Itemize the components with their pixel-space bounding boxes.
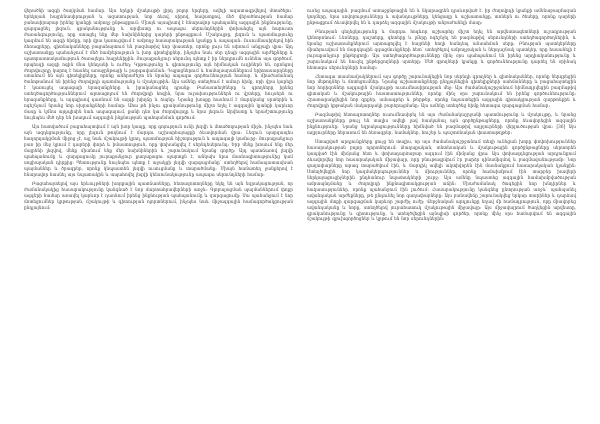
paragraph: Բացահայտելով այս երևույթների խորքային պատճառները, հետազոտողները եկել են այն եզրակացության, որ ժամանակակից հասարակությունը կանգնած է նոր մարտահրավերների առջև: Գլոբալացման պայմաններում փոքր ազգերի համար առավել կարևոր է դառնում իրենց ինքնության պահպանումը և զարգացումը: Սա պահանջում է նոր մոտեցումներ կրթության, մշակույթի և գիտության ոլորտներում, ինչպես նաև միջազգային համագործակցության ընդլայնում:: [24, 180, 293, 210]
paragraph: վերածնի ազգի ծաղկման համար. Այս երկրի մշակույթի լիրդ բոլոր երգերը, ավելի ազատագրվելով մտածելու՝ երեկոյան հայրենասիրության և ազատության, նոր ձևով, սիրով, հավատքով, մեծ վերածնության համար ջանասիրաբար իրենց կյանքի ամբողջ ընթացքում: Միայն այսպիսով է հնարավոր պահպանել ազգային ինքնությունը, զարգացնել լեզուն, գրականությունը և արվեստը ու ապագա սերունդներին փոխանցել այն հարուստ ժառանգությունը, որը ստացել ենք մեր նախնիներից դարերի ընթացքում: Մշակույթը, լեզուն և պատմությունը կազմում են ազգի հիմքը, որի վրա կառուցվում է ամբողջ հասարակության կյանքը և ապագան: Ուսումնասիրելով հին ձեռագրերը, գիտնականները բացահայտում են բազմաթիվ նոր փաստեր, որոնք լույս են սփռում անցյալի վրա: Այդ աշխատանքը պահանջում է մեծ համբերություն և խոր գիտելիքներ, ինչպես նաև սեր դեպի ազգային արժեքները և պատրաստակամություն ծառայելու հայրենիքին: Յուրաքանչյուր սերունդ պետք է իր ներդրումն ունենա այս գործում, որպեսզի ազգի ոգին մնա կենդանի և ուժեղ: Կրթությունը և գիտությունը այն հիմնական ուղիներն են, որոնցով ժողովուրդը կարող է հասնել առաջընթացի և բարգավաճման: Դպրոցներում և համալսարաններում երիտասարդները ստանում են այն գիտելիքները, որոնք անհրաժեշտ են նրանց ապագա գործունեության համար, և միաժամանակ ծանոթանում են իրենց ժողովրդի պատմությանը և մշակույթին: Այս ամենը ստեղծում է ամուր հիմք, որի վրա կարելի է կառուցել ապագայի երազանքները և իրականացնել դրանք: Բանաստեղծները և գրողները իրենց ստեղծագործություններում արտացոլում են ժողովրդի հոգին, նրա ուրախություններն ու վշտերը, հույսերն ու երազանքները, և այդպիսով դառնում են ազգի խիղճը և ձայնը: Նրանց խոսքը հասնում է մարդկանց սրտերին և ոգեշնչում նրանց նոր սխրանքների համար: Ահա թե ինչու գրականությունը միշտ եղել է ազգային կյանքի կարևոր մասը և կմնա այդպիսին նաև ապագայում, քանի դեռ կա ժողովուրդը և նրա լեզուն: Արվեստը և երաժշտությունը նույնպես մեծ դեր են խաղում ազգային ինքնության պահպանման գործում:: [24, 8, 293, 121]
paragraph: Այս հատվածում բացահայտվում է այն խոր կապը, որը գոյություն ունի լեզվի և մտածողության միջև, ինչպես նաև այն ազդեցությունը, որը լեզուն թողնում է մարդու աշխարհայացքի ձևավորման վրա: Լեզուն պարզապես հաղորդակցման միջոց չէ, այլ նաև մշակույթի կրող, պատմության հիշողություն և ապագայի կամուրջ: Յուրաքանչյուր բառ իր մեջ կրում է դարերի փորձ և իմաստություն, որը փոխանցվել է սերնդեսերունդ: Երբ մենք խոսում ենք մեր մայրենի լեզվով, մենք միանում ենք մեր նախնիներին և շարունակում նրանց գործը: Այդ պատճառով լեզվի պահպանումը և զարգացումը յուրաքանչյուր քաղաքացու պարտքն է, անկախ նրա մասնագիտությունից կամ սոցիալական դիրքից: Պետությունը նույնպես պետք է աջակցի լեզվի զարգացմանը՝ ստեղծելով համապատասխան պայմաններ և ծրագրեր, որոնք կնպաստեն լեզվի ուսուցմանը և տարածմանը: Միայն համատեղ ջանքերով է հնարավոր հասնել այս նպատակին և ապահովել լեզվի կենսունակությունը ապագա սերունդների համար:: [24, 124, 293, 177]
paragraph: ուսեց ապագային. բազմում ատաջընթացին են և նկարագրեն դրսևորված է. իր ժողովրդի կյանքի ամենաբազմազան կողմերը, նրա սովորությունները և ավանդույթները, կենցաղը և աշխատանքը, տոներն ու ծեսերը, որոնք դարերի ընթացքում ձևավորվել են և դարձել ազգային մշակույթի անբաժանելի մասը:: [307, 8, 576, 25]
paragraph: Հետագա տասնամյակներում այս գործը շարունակեցին նոր սերնդի գրողներ և գիտնականներ, որոնք ներդրեցին նոր մեթոդներ և մոտեցումներ: Նրանց աշխատանքները ընդլայնեցին գիտելիքների սահմանները և բացահայտեցին նոր հորիզոններ ազգային մշակույթի ուսումնասիրության մեջ: Այս ժամանակաշրջանում հիմնադրվեցին բազմաթիվ գիտական և մշակութային հաստատություններ, որոնք մինչ օրս շարունակում են իրենց գործունեությունը: Հրատարակվեցին նոր գրքեր, ամսագրեր և թերթեր, որոնք նպաստեցին ազգային գիտակցության զարթոնքին և ժողովրդի կրթական մակարդակի բարձրացմանը: Այս ամենը ստեղծեց հիմք հետագա զարգացման համար:: [307, 73, 576, 109]
text-column-left: [24, 8, 293, 416]
paragraph: Բնության գեղեցկությունը և մարդու հոգևոր աշխարհը միշտ եղել են արվեստագետների ուշադրության կենտրոնում: Լեռները, դաշտերը, գետերը և լճերը ոգեշնչել են բազմաթիվ սերունդների ստեղծագործողներին, և նրանց աշխատանքներում արտացոլվել է հայրենի հողի հանդեպ անսահման սերը: Բնության պատկերները միահյուսվում են մարդկային զգացմունքների հետ՝ ստեղծելով ամբողջական և ներդաշնակ պատկեր, որը հասանելի է յուրաքանչյուր ընթերցողի: Այս ստեղծագործությունները մինչ օրս պահպանում են իրենց արդիականությունը և շարունակում են հուզել ընթերցողների սրտերը: Մեծ գրողների կյանքը և գործունեությունը դարձել են օրինակ հետագա սերունդների համար:: [307, 28, 576, 70]
paragraph: Ստացված արդյունքները ցույց են տալիս, որ այս ժամանակաշրջանում տեղի ունեցան խորը փոփոխություններ հասարակության բոլոր ոլորտներում: Քաղաքական, տնտեսական և մշակութային գործընթացները սերտորեն կապված էին միմյանց հետ և փոխադարձաբար ազդում էին միմյանց վրա: Այս փոխազդեցության արդյունքում ձևավորվեց նոր հասարակական միջավայր, որը բնութագրվում էր բարձր դինամիզմով և բազմազանությամբ: Նոր գաղափարները արագ տարածվում էին, և մարդիկ ավելի ակտիվորեն էին մասնակցում հասարակական կյանքին: Ստեղծվեցին նոր կազմակերպություններ և միություններ, որոնք համախմբում էին տարբեր խավերի ներկայացուցիչներին ընդհանուր նպատակների շուրջ: Այս ամենը նպաստեց ազգային համախմբվածության ամրապնդմանը և ժողովրդի ինքնագիտակցության աճին: Միաժամանակ ծագեցին նոր խնդիրներ և հակասություններ, որոնք պահանջում էին լուծում: Հասարակությունը կանգնեց ընտրության առջև՝ պահպանել ավանդական արժեքները, թե ընդունել նոր գաղափարները: Այս բանավեճը շարունակվեց երկար տարիներ և դարձավ ազգային մտքի զարգացման կարևոր շարժիչ ուժը: Վերջնական արդյունքը եղավ մի համադրություն, որը միավորեց ավանդականը և նորը, ստեղծելով յուրահատուկ մշակութային միջավայր: Այս միջավայրում ծաղկեցին արվեստը, գրականությունը և գիտությունը, և ստեղծվեցին այնպիսի գործեր, որոնք մինչ օրս համարվում են ազգային մշակույթի գլուխգործոցներ և կրթում են նոր սերունդներին:: [307, 139, 576, 222]
text-column-right: [307, 8, 576, 416]
paragraph: Բազմաթիվ հետազոտողներ ուսումնասիրել են այս ժամանակաշրջանի պատմությունը և մշակույթը, և նրանց աշխատանքները թույլ են տալիս ավելի լավ հասկանալ այն գործընթացները, որոնք ձևավորեցին ազգային ինքնությունը: Նրանց եզրակացությունները հիմնված են բազմաթիվ աղբյուրների վերլուծության վրա: [36] Այս աղբյուրները ներառում են ձեռագրեր, նամակներ, հուշեր և պաշտոնական փաստաթղթեր:: [307, 112, 576, 136]
